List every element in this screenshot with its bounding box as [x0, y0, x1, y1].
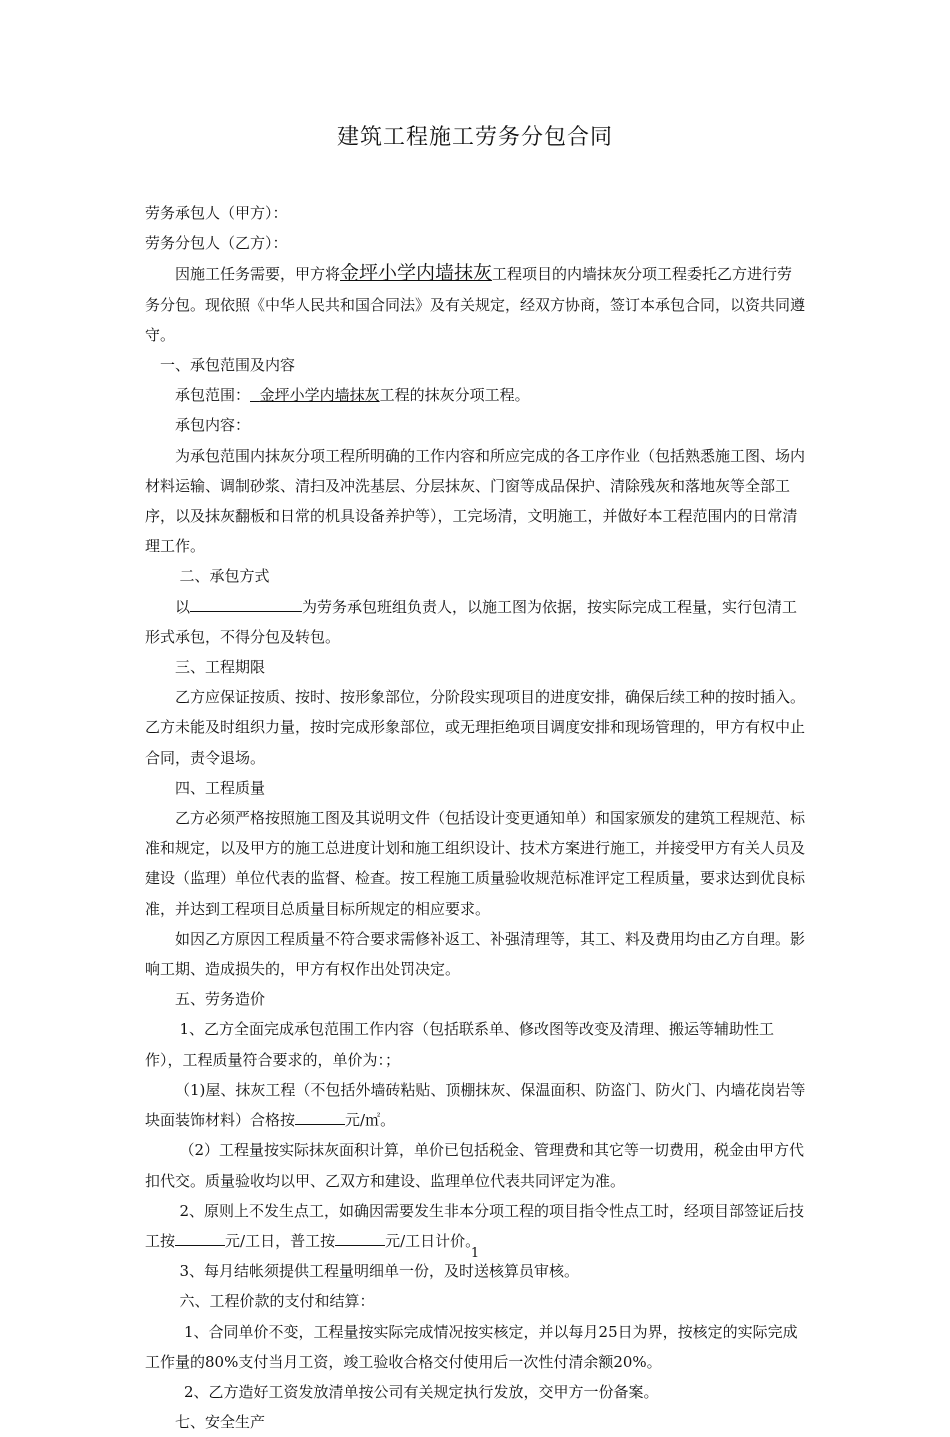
s5-item-3: 3、每月结帐须提供工程量明细单一份，及时送核算员审核。	[179, 1262, 580, 1281]
intro-text-2: 工程项目的内墙抹灰分项工程委托乙方进行劳务分包。现依照《中华人民共和国合同法》及有关规定，经双方协商，签订本承包合同，以资共同遵守。	[145, 265, 806, 344]
general-rate-blank	[335, 1230, 385, 1246]
section-2-paragraph	[145, 592, 807, 652]
s2-prefix: 以	[175, 597, 191, 616]
page-number: 1	[470, 1246, 480, 1261]
s5-item-2-mid: 元/工日，普工按	[225, 1231, 336, 1250]
s5-item-1a	[145, 1075, 807, 1135]
intro-paragraph	[145, 258, 807, 350]
party-b-line: 劳务分包人（乙方）：	[145, 234, 288, 253]
section-4-heading: 四、工程质量	[175, 778, 266, 797]
party-a-line: 劳务承包人（甲方）：	[145, 204, 288, 222]
s5-item-1: 1、乙方全面完成承包范围工作内容（包括联系单、修改图等改变及清理、搬运等辅助性工作），工程质量符合要求的，单价为：；	[145, 1020, 775, 1069]
section-1-heading: 一、承包范围及内容	[160, 356, 296, 375]
scope-line	[145, 380, 807, 410]
scope-project	[250, 386, 380, 404]
unit-price-blank	[295, 1109, 345, 1125]
content-paragraph: 为承包范围内抹灰分项工程所明确的工作内容和所应完成的各工序作业（包括熟悉施工图、场内材料运输、调制砂浆、清扫及冲洗基层、分层抹灰、门窗等成品保护、清除残灰和落地灰等全部工序，以及抹灰翻板和日常的机具设备养护等），工完场清，文明施工，并做好本工程范围内的日常清理工作。	[145, 446, 806, 556]
s5-item-1a-unit: 元/㎡。	[345, 1111, 396, 1130]
s5-item-2-text: 2、原则上不发生点工，如确因需要发生非本分项工程的项目指令性点工时，经项目部签证后技工按	[145, 1201, 805, 1250]
scope-tail: 工程的抹灰分项工程。	[379, 386, 530, 405]
skilled-rate-blank	[175, 1230, 225, 1246]
s6-item-2: 2、乙方造好工资发放清单按公司有关规定执行发放，交甲方一份备案。	[184, 1382, 659, 1401]
scope-project-name: 金坪小学内墙抹灰	[259, 386, 380, 405]
s5-item-2-tail: 元/工日计价。	[385, 1231, 481, 1250]
section-4-paragraph-1: 乙方必须严格按照施工图及其说明文件（包括设计变更通知单）和国家颁发的建筑工程规范、标准和规定，以及甲方的施工总进度计划和施工组织设计、技术方案进行施工，并接受甲方有关人员及建设（监理）单位代表的监督、检查。按工程施工质量验收规范标准评定工程质量，要求达到优良标准，并达到工程项目总质量目标所规定的相应要求。	[145, 809, 806, 918]
section-6-heading: 六、工程价款的支付和结算：	[179, 1292, 375, 1311]
leader-name-blank	[190, 596, 302, 612]
section-2-heading: 二、承包方式	[179, 567, 270, 586]
content-label: 承包内容：	[175, 416, 251, 435]
section-3-heading: 三、工程期限	[175, 658, 266, 677]
section-5-heading: 五、劳务造价	[175, 990, 266, 1009]
project-name: 金坪小学内墙抹灰	[340, 262, 493, 285]
section-3-paragraph: 乙方应保证按质、按时、按形象部位，分阶段实现项目的进度安排，确保后续工种的按时插入。乙方未能及时组织力量，按时完成形象部位，或无理拒绝项目调度安排和现场管理的，甲方有权中止合同，责令退场。	[145, 688, 806, 767]
s5-item-1a-text: （1)屋、抹灰工程（不包括外墙砖粘贴、顶棚抹灰、保温面积、防盗门、防火门、内墙花岗岩等块面装饰材料）合格按	[145, 1080, 806, 1130]
s5-item-1b: （2）工程量按实际抹灰面积计算，单价已包括税金、管理费和其它等一切费用，税金由甲方代扣代交。质量验收均以甲、乙双方和建设、监理单位代表共同评定为准。	[145, 1141, 805, 1190]
s2-text: 为劳务承包班组负责人，以施工图为依据，按实际完成工程量，实行包清工形式承包，不得分包及转包。	[145, 597, 798, 646]
document-title: 建筑工程施工劳务分包合同	[336, 125, 613, 150]
scope-label: 承包范围：	[175, 386, 251, 405]
intro-text-1: 因施工任务需要，甲方将	[175, 265, 341, 284]
section-4-paragraph-2: 如因乙方原因工程质量不符合要求需修补返工、补强清理等，其工、料及费用均由乙方自理。影响工期、造成损失的，甲方有权作出处罚决定。	[145, 929, 806, 979]
s6-item-1: 1、合同单价不变，工程量按实际完成情况按实核定，并以每月25日为界，按核定的实际完成工作量的80%支付当月工资，竣工验收合格交付使用后一次性付清余额20%。	[145, 1322, 798, 1371]
section-7-heading: 七、安全生产	[175, 1413, 266, 1432]
